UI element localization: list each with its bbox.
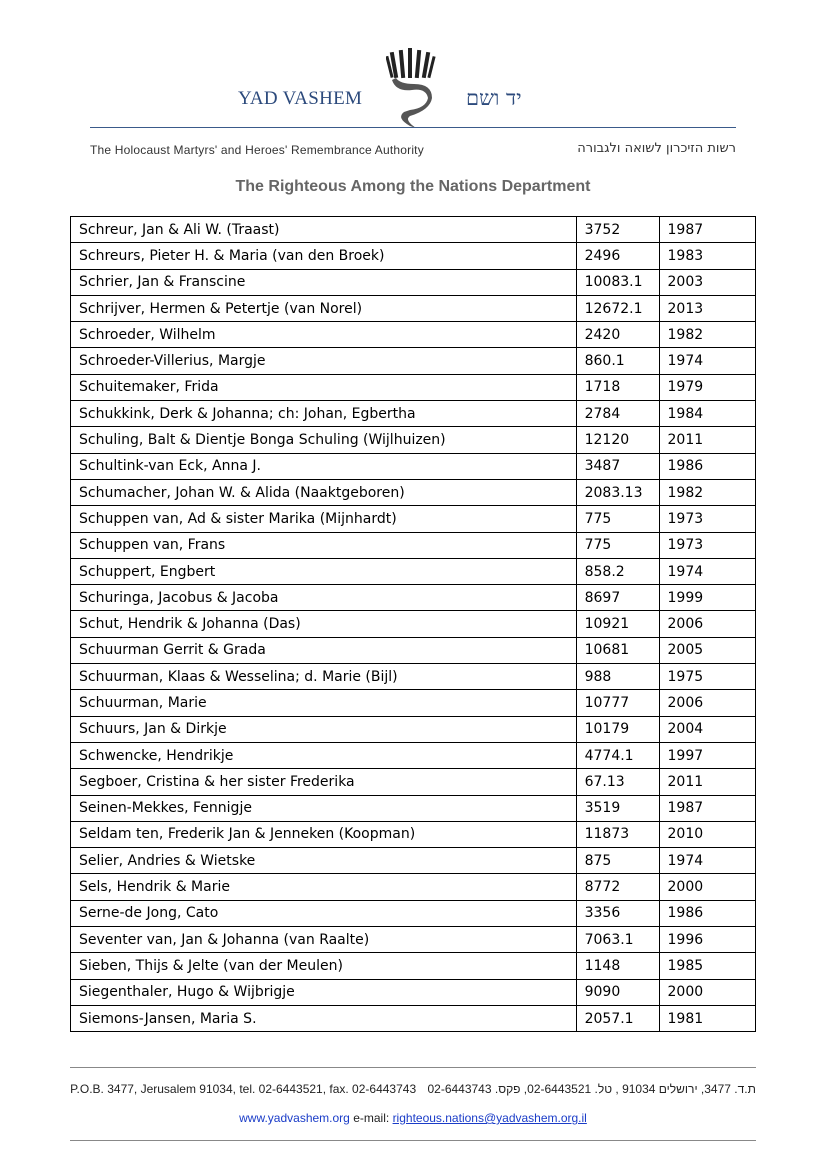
year-cell: 1982 [659, 322, 756, 348]
rescuer-name-cell: Schuurman Gerrit & Grada [71, 637, 577, 663]
file-number-cell: 3752 [576, 217, 659, 243]
table-row [71, 217, 756, 243]
year-cell: 1982 [659, 479, 756, 505]
email-label: e-mail: [353, 1111, 390, 1125]
footer-address [0, 1082, 826, 1096]
file-number-cell: 1148 [576, 953, 659, 979]
file-number-cell: 12672.1 [576, 295, 659, 321]
table-row [71, 558, 756, 584]
table-row [71, 295, 756, 321]
address-english: P.O.B. 3477, Jerusalem 91034, tel. 02-6443521, fax. 02-6443743 [70, 1082, 417, 1096]
year-cell: 1979 [659, 374, 756, 400]
table-row [71, 479, 756, 505]
rescuer-name-cell: Schuurs, Jan & Dirkje [71, 716, 577, 742]
rescuer-name-cell: Sels, Hendrik & Marie [71, 874, 577, 900]
file-number-cell: 10083.1 [576, 269, 659, 295]
file-number-cell: 1718 [576, 374, 659, 400]
brand-name-english: YAD VASHEM [238, 88, 363, 109]
year-cell: 1987 [659, 795, 756, 821]
table-row [71, 927, 756, 953]
file-number-cell: 8772 [576, 874, 659, 900]
table-row [71, 795, 756, 821]
file-number-cell: 4774.1 [576, 742, 659, 768]
rescuer-name-cell: Schrijver, Hermen & Petertje (van Norel) [71, 295, 577, 321]
rescuer-name-cell: Schuurman, Marie [71, 690, 577, 716]
year-cell: 1974 [659, 558, 756, 584]
table-row [71, 742, 756, 768]
table-row [71, 821, 756, 847]
table-body [71, 217, 756, 1032]
file-number-cell: 9090 [576, 979, 659, 1005]
file-number-cell: 775 [576, 532, 659, 558]
rescuer-name-cell: Schreurs, Pieter H. & Maria (van den Broek) [71, 243, 577, 269]
rescuer-name-cell: Siemons-Jansen, Maria S. [71, 1005, 577, 1031]
authority-name-english: The Holocaust Martyrs' and Heroes' Remembrance Authority [90, 143, 424, 157]
file-number-cell: 10777 [576, 690, 659, 716]
rescuer-name-cell: Schumacher, Johan W. & Alida (Naaktgeboren) [71, 479, 577, 505]
rescuer-name-cell: Schwencke, Hendrikje [71, 742, 577, 768]
table-row [71, 637, 756, 663]
file-number-cell: 3356 [576, 900, 659, 926]
year-cell: 2005 [659, 637, 756, 663]
rescuer-name-cell: Schroeder, Wilhelm [71, 322, 577, 348]
table-row [71, 243, 756, 269]
rescuer-name-cell: Schreur, Jan & Ali W. (Traast) [71, 217, 577, 243]
file-number-cell: 860.1 [576, 348, 659, 374]
footer-bottom-divider [70, 1140, 756, 1141]
year-cell: 1999 [659, 585, 756, 611]
table-row [71, 348, 756, 374]
table-row [71, 953, 756, 979]
year-cell: 1983 [659, 243, 756, 269]
file-number-cell: 2420 [576, 322, 659, 348]
righteous-list-table [70, 216, 756, 1032]
table-row [71, 690, 756, 716]
file-number-cell: 2057.1 [576, 1005, 659, 1031]
rescuer-name-cell: Schroeder-Villerius, Margje [71, 348, 577, 374]
rescuer-name-cell: Schukkink, Derk & Johanna; ch: Johan, Egbertha [71, 401, 577, 427]
file-number-cell: 858.2 [576, 558, 659, 584]
table-row [71, 716, 756, 742]
table-row [71, 374, 756, 400]
table-row [71, 532, 756, 558]
table-row [71, 427, 756, 453]
brand-name-hebrew: יד ושם [466, 86, 522, 110]
year-cell: 1973 [659, 532, 756, 558]
year-cell: 1981 [659, 1005, 756, 1031]
rescuer-name-cell: Serne-de Jong, Cato [71, 900, 577, 926]
rescuer-name-cell: Siegenthaler, Hugo & Wijbrigje [71, 979, 577, 1005]
rescuer-name-cell: Schuurman, Klaas & Wesselina; d. Marie (Bijl) [71, 664, 577, 690]
table-row [71, 401, 756, 427]
file-number-cell: 875 [576, 848, 659, 874]
table-row [71, 269, 756, 295]
table-row [71, 611, 756, 637]
year-cell: 1996 [659, 927, 756, 953]
table-row [71, 664, 756, 690]
rescuer-name-cell: Selier, Andries & Wietske [71, 848, 577, 874]
year-cell: 1974 [659, 348, 756, 374]
file-number-cell: 12120 [576, 427, 659, 453]
year-cell: 1986 [659, 900, 756, 926]
year-cell: 1985 [659, 953, 756, 979]
year-cell: 2013 [659, 295, 756, 321]
year-cell: 1986 [659, 453, 756, 479]
table-row [71, 769, 756, 795]
rescuer-name-cell: Schultink-van Eck, Anna J. [71, 453, 577, 479]
rescuer-name-cell: Schuitemaker, Frida [71, 374, 577, 400]
file-number-cell: 2496 [576, 243, 659, 269]
rescuer-name-cell: Schuling, Balt & Dientje Bonga Schuling (Wijlhuizen) [71, 427, 577, 453]
footer-contact [0, 1111, 826, 1125]
email-link[interactable]: righteous.nations@yadvashem.org.il [392, 1111, 587, 1125]
year-cell: 1973 [659, 506, 756, 532]
year-cell: 2004 [659, 716, 756, 742]
rescuer-name-cell: Seldam ten, Frederik Jan & Jenneken (Koopman) [71, 821, 577, 847]
rescuer-name-cell: Schut, Hendrik & Johanna (Das) [71, 611, 577, 637]
rescuer-name-cell: Segboer, Cristina & her sister Frederika [71, 769, 577, 795]
department-title: The Righteous Among the Nations Department [235, 178, 591, 195]
table-row [71, 900, 756, 926]
website-link[interactable]: www.yadvashem.org [239, 1111, 350, 1125]
year-cell: 2000 [659, 979, 756, 1005]
file-number-cell: 2784 [576, 401, 659, 427]
table-row [71, 585, 756, 611]
year-cell: 2011 [659, 427, 756, 453]
rescuer-name-cell: Schuppen van, Frans [71, 532, 577, 558]
year-cell: 1987 [659, 217, 756, 243]
table-row [71, 874, 756, 900]
table-row [71, 1005, 756, 1031]
table-row [71, 453, 756, 479]
year-cell: 2006 [659, 611, 756, 637]
year-cell: 1984 [659, 401, 756, 427]
rescuer-name-cell: Sieben, Thijs & Jelte (van der Meulen) [71, 953, 577, 979]
year-cell: 2010 [659, 821, 756, 847]
file-number-cell: 3519 [576, 795, 659, 821]
table-row [71, 848, 756, 874]
file-number-cell: 67.13 [576, 769, 659, 795]
file-number-cell: 2083.13 [576, 479, 659, 505]
year-cell: 1975 [659, 664, 756, 690]
file-number-cell: 988 [576, 664, 659, 690]
footer-top-divider [70, 1067, 756, 1068]
year-cell: 2003 [659, 269, 756, 295]
year-cell: 2011 [659, 769, 756, 795]
table-row [71, 506, 756, 532]
file-number-cell: 7063.1 [576, 927, 659, 953]
year-cell: 1974 [659, 848, 756, 874]
address-hebrew: ת.ד. 3477, ירושלים 91034 , טל. 02-6443521, פקס. 02-6443743 [427, 1082, 756, 1096]
rescuer-name-cell: Seinen-Mekkes, Fennigje [71, 795, 577, 821]
year-cell: 2006 [659, 690, 756, 716]
file-number-cell: 3487 [576, 453, 659, 479]
file-number-cell: 775 [576, 506, 659, 532]
year-cell: 2000 [659, 874, 756, 900]
menorah-logo-icon [386, 48, 440, 130]
table-row [71, 322, 756, 348]
file-number-cell: 10681 [576, 637, 659, 663]
rescuer-name-cell: Schuringa, Jacobus & Jacoba [71, 585, 577, 611]
table-row [71, 979, 756, 1005]
rescuer-name-cell: Schrier, Jan & Franscine [71, 269, 577, 295]
letterhead [0, 0, 826, 170]
rescuer-name-cell: Seventer van, Jan & Johanna (van Raalte) [71, 927, 577, 953]
rescuer-name-cell: Schuppert, Engbert [71, 558, 577, 584]
file-number-cell: 10921 [576, 611, 659, 637]
file-number-cell: 10179 [576, 716, 659, 742]
rescuer-name-cell: Schuppen van, Ad & sister Marika (Mijnhardt) [71, 506, 577, 532]
year-cell: 1997 [659, 742, 756, 768]
file-number-cell: 11873 [576, 821, 659, 847]
file-number-cell: 8697 [576, 585, 659, 611]
authority-name-hebrew: רשות הזיכרון לשואה ולגבורה [577, 141, 736, 156]
header-divider [90, 127, 736, 128]
